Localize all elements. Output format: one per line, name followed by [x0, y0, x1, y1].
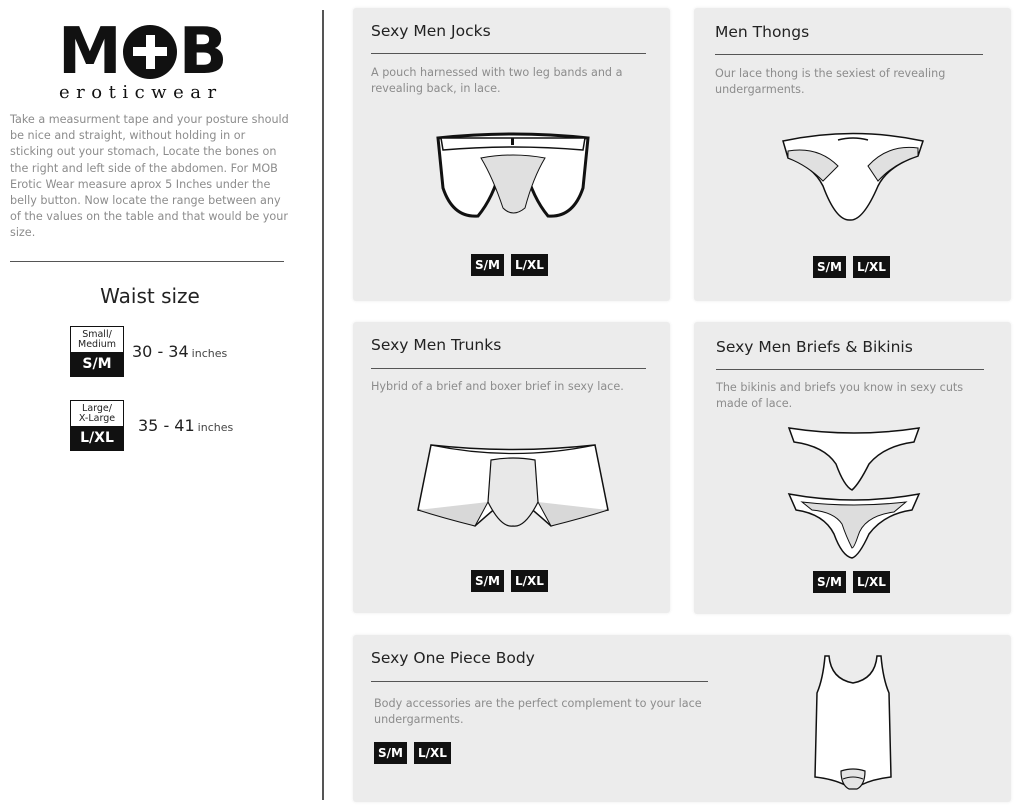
- size-label-line2: X-Large: [78, 413, 116, 424]
- product-card-one-piece-body: [353, 635, 1011, 802]
- size-badge-sm: S/M: [471, 254, 504, 276]
- product-description: A pouch harnessed with two leg bands and a revealing back, in lace.: [371, 66, 623, 95]
- card-divider: [371, 368, 646, 369]
- jockstrap-icon: [433, 128, 593, 228]
- card-divider: [371, 53, 646, 54]
- card-divider: [716, 369, 984, 370]
- bodysuit-icon: [811, 653, 895, 793]
- logo-letter-m: M: [58, 15, 121, 89]
- waist-size-title: Waist size: [100, 284, 200, 308]
- size-badges: [813, 256, 890, 278]
- size-tag: [70, 400, 124, 451]
- size-range-unit: inches: [197, 421, 234, 434]
- size-tag: [70, 326, 124, 377]
- size-badges: [813, 571, 890, 593]
- size-row-large-xlarge: [70, 400, 233, 451]
- product-description: The bikinis and briefs you know in sexy cuts made of lace.: [716, 381, 964, 410]
- trunks-icon: [413, 440, 613, 532]
- size-badge-sm: S/M: [813, 571, 846, 593]
- size-badges: [374, 742, 451, 764]
- thong-icon: [778, 126, 928, 226]
- size-badge-sm: S/M: [374, 742, 407, 764]
- briefs-icon: [784, 424, 924, 564]
- size-tag-label: [71, 401, 123, 426]
- size-range-value: 35 - 41: [138, 416, 195, 435]
- size-range-unit: inches: [191, 347, 228, 360]
- size-range-value: 30 - 34: [132, 342, 189, 361]
- vertical-divider: [322, 10, 324, 800]
- mob-logo: [58, 15, 238, 103]
- product-title: Sexy One Piece Body: [371, 649, 535, 667]
- product-card-thongs: [694, 8, 1011, 301]
- size-label-line2: Medium: [78, 339, 116, 350]
- size-badges: [471, 254, 548, 276]
- size-code: L/XL: [71, 426, 123, 450]
- size-code: S/M: [71, 352, 123, 376]
- size-guide-sidebar: [0, 0, 300, 810]
- plus-circle-icon: [123, 25, 177, 79]
- product-card-briefs-bikinis: [694, 322, 1011, 614]
- card-divider: [715, 54, 983, 55]
- logo-mark: [58, 15, 238, 89]
- size-badge-lxl: L/XL: [853, 256, 890, 278]
- size-range: [138, 416, 233, 435]
- product-card-trunks: [353, 322, 670, 613]
- product-card-jocks: [353, 8, 670, 301]
- size-label-line1: Small/: [82, 329, 112, 340]
- size-range: [132, 342, 227, 361]
- size-badge-lxl: L/XL: [414, 742, 451, 764]
- product-title: Sexy Men Trunks: [371, 336, 502, 354]
- size-tag-label: [71, 327, 123, 352]
- logo-tagline: eroticwear: [59, 82, 223, 103]
- product-description: Our lace thong is the sexiest of revealing undergarments.: [715, 67, 946, 96]
- divider: [10, 261, 284, 262]
- card-divider: [371, 681, 708, 682]
- size-badge-lxl: L/XL: [511, 570, 548, 592]
- product-title: Sexy Men Jocks: [371, 22, 491, 40]
- size-badge-sm: S/M: [471, 570, 504, 592]
- size-badges: [471, 570, 548, 592]
- size-badge-lxl: L/XL: [853, 571, 890, 593]
- product-description: Hybrid of a brief and boxer brief in sexy lace.: [371, 380, 624, 393]
- measurement-instructions: Take a measurment tape and your posture should be nice and straight, without holding in or sticking out your stomach, Locate the bones on the right and left side of the abdomen. For MOB Erotic Wear measure aprox 5 Inches under the belly button. Now locate the range between any of the values on the table and that would be your size.: [10, 113, 289, 240]
- logo-letter-b: B: [178, 15, 227, 89]
- size-label-line1: Large/: [82, 403, 112, 414]
- product-title: Men Thongs: [715, 23, 810, 41]
- size-badge-lxl: L/XL: [511, 254, 548, 276]
- product-title: Sexy Men Briefs & Bikinis: [716, 338, 913, 356]
- size-row-small-medium: [70, 326, 227, 377]
- size-badge-sm: S/M: [813, 256, 846, 278]
- product-description: Body accessories are the perfect complement to your lace undergarments.: [374, 697, 702, 726]
